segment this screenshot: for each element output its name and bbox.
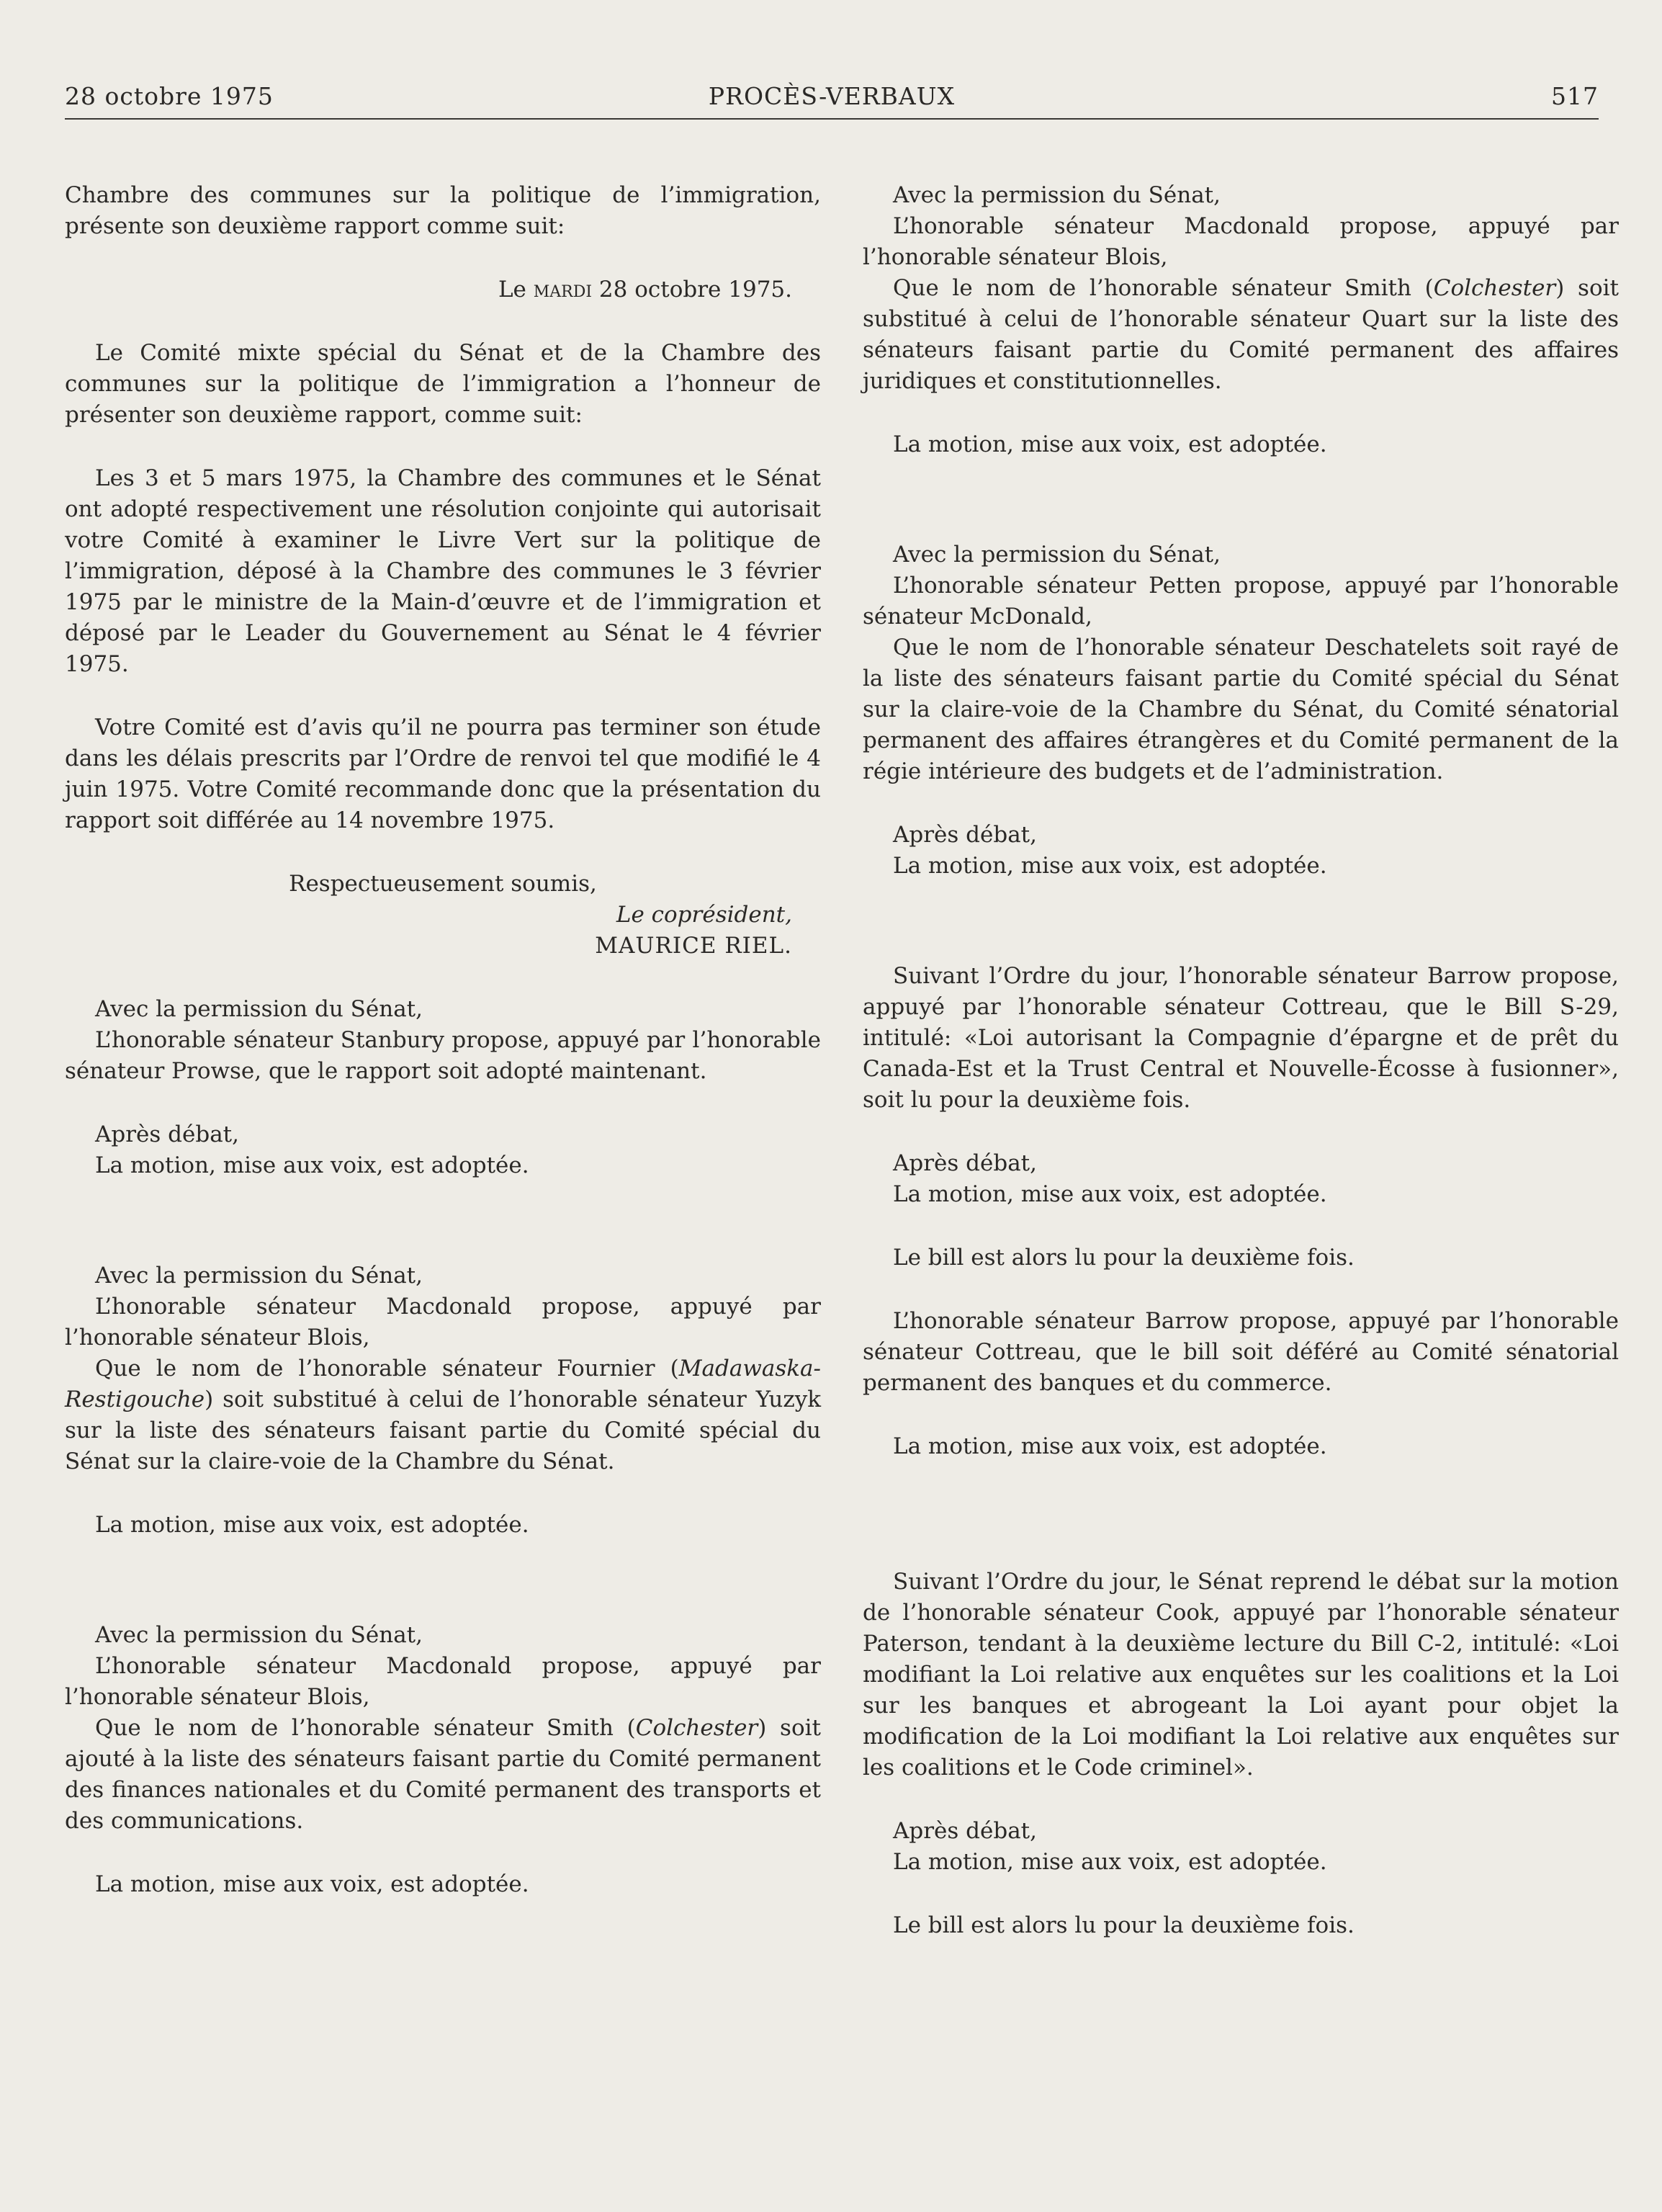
motion-2-text: L’honorable sénateur Macdonald propose, appuyé par l’honorable sénateur Blois, bbox=[65, 1294, 821, 1351]
header-date: 28 octobre 1975 bbox=[65, 82, 274, 110]
motion-4-text: L’honorable sénateur Macdonald propose, appuyé par l’honorable sénateur Blois, bbox=[863, 213, 1619, 270]
page-header bbox=[65, 82, 1599, 118]
bill-s29-second-reading: Le bill est alors lu pour la deuxième fois. bbox=[893, 1245, 1355, 1271]
motion-4-result: La motion, mise aux voix, est adoptée. bbox=[893, 431, 1327, 457]
motion-4-permission: Avec la permission du Sénat, bbox=[893, 182, 1221, 208]
motion-3-resolution: Que le nom de l’honorable sénateur Smith (Colchester) soit ajouté à la liste des sénateurs faisant partie du Comité permanent des finances nationales et du Comité permanent des transports et des communications. bbox=[65, 1715, 821, 1834]
motion-1-text: L’honorable sénateur Stanbury propose, appuyé par l’honorable sénateur Prowse, que le rapport soit adopté maintenant. bbox=[65, 1027, 821, 1084]
report-date: Le mardi 28 octobre 1975. bbox=[498, 277, 792, 303]
motion-3-text: L’honorable sénateur Macdonald propose, appuyé par l’honorable sénateur Blois, bbox=[65, 1653, 821, 1710]
motion-5-resolution: Que le nom de l’honorable sénateur Deschatelets soit rayé de la liste des sénateurs faisant partie du Comité spécial du Sénat sur la claire-voie de la Chambre du Sénat, du Comité sénatorial permanent des affaires étrangères et du Comité permanent de la régie intérieure des budgets et de l’administration. bbox=[863, 635, 1619, 784]
motion-5-text: L’honorable sénateur Petten propose, appuyé par l’honorable sénateur McDonald, bbox=[863, 573, 1619, 630]
bill-s29-referral: L’honorable sénateur Barrow propose, appuyé par l’honorable sénateur Cottreau, que le bill soit déféré au Comité sénatorial permanent des banques et du commerce. bbox=[863, 1308, 1619, 1396]
motion-2-result: La motion, mise aux voix, est adoptée. bbox=[95, 1512, 529, 1538]
bill-s29-referral-result: La motion, mise aux voix, est adoptée. bbox=[893, 1433, 1327, 1459]
motion-5-result: La motion, mise aux voix, est adoptée. bbox=[893, 853, 1327, 879]
motion-2-resolution: Que le nom de l’honorable sénateur Fournier (Madawaska-Restigouche) soit substitué à celui de l’honorable sénateur Yuzyk sur la liste des sénateurs faisant partie du Comité spécial du Sénat sur la claire-voie de la Chambre du Sénat. bbox=[65, 1356, 821, 1474]
bill-s29-debate: Après débat, bbox=[893, 1150, 1037, 1176]
report-paragraph-2: Les 3 et 5 mars 1975, la Chambre des communes et le Sénat ont adopté respectivement une résolution conjointe qui autorisait votre Comité à examiner le Livre Vert sur la politique de l’immigration, déposé à la Chambre des communes le 3 février 1975 par le ministre de la Main-d’œuvre et de l’immigration et déposé par le Leader du Gouvernement au Sénat le 4 février 1975. bbox=[65, 465, 821, 677]
report-paragraph-3: Votre Comité est d’avis qu’il ne pourra pas terminer son étude dans les délais prescrits par l’Ordre de renvoi tel que modifié le 4 juin 1975. Votre Comité recommande donc que la présentation du rapport soit différée au 14 novembre 1975. bbox=[65, 715, 821, 833]
signature-role: Le coprésident, bbox=[616, 902, 792, 928]
bill-c2-second-reading: Le bill est alors lu pour la deuxième fois. bbox=[893, 1912, 1355, 1938]
bill-c2-result: La motion, mise aux voix, est adoptée. bbox=[893, 1849, 1327, 1875]
report-paragraph-1: Le Comité mixte spécial du Sénat et de la Chambre des communes sur la politique de l’immigration a l’honneur de présenter son deuxième rapport, comme suit: bbox=[65, 340, 821, 428]
motion-1-result: La motion, mise aux voix, est adoptée. bbox=[95, 1152, 529, 1178]
motion-5-debate: Après débat, bbox=[893, 822, 1037, 848]
bill-s29-motion: Suivant l’Ordre du jour, l’honorable sénateur Barrow propose, appuyé par l’honorable sénateur Cottreau, que le Bill S-29, intitulé: «Loi autorisant la Compagnie d’épargne et de prêt du Canada-Est et la Trust Central et Nouvelle-Écosse à fusionner», soit lu pour la deuxième fois. bbox=[863, 963, 1619, 1113]
motion-1-debate: Après débat, bbox=[95, 1121, 239, 1147]
motion-4-resolution: Que le nom de l’honorable sénateur Smith (Colchester) soit substitué à celui de l’honorable sénateur Quart sur la liste des sénateurs faisant partie du Comité permanent des affaires juridiques et constitutionnelles. bbox=[863, 275, 1619, 394]
bill-c2-debate: Suivant l’Ordre du jour, le Sénat reprend le débat sur la motion de l’honorable sénateur Cook, appuyé par l’honorable sénateur Paterson, tendant à la deuxième lecture du Bill C-2, intitulé: «Loi modifiant la Loi relative aux enquêtes sur les coalitions et la Loi sur les banques et abrogeant la Loi ayant pour objet la modification de la Loi modifiant la Loi relative aux enquêtes sur les coalitions et le Code criminel». bbox=[863, 1569, 1619, 1781]
right-column bbox=[863, 180, 1619, 1941]
signature-intro: Respectueusement soumis, bbox=[289, 871, 597, 897]
motion-5-permission: Avec la permission du Sénat, bbox=[893, 542, 1221, 568]
motion-1-permission: Avec la permission du Sénat, bbox=[95, 996, 423, 1022]
motion-3-permission: Avec la permission du Sénat, bbox=[95, 1622, 423, 1648]
header-rule bbox=[65, 118, 1599, 120]
report-intro: Chambre des communes sur la politique de l’immigration, présente son deuxième rapport comme suit: bbox=[65, 182, 821, 239]
header-title: PROCÈS-VERBAUX bbox=[708, 82, 956, 110]
motion-2-permission: Avec la permission du Sénat, bbox=[95, 1263, 423, 1289]
bill-c2-after-debate: Après débat, bbox=[893, 1818, 1037, 1844]
signature-name: MAURICE RIEL. bbox=[595, 933, 792, 959]
page-number: 517 bbox=[1551, 82, 1599, 110]
motion-3-result: La motion, mise aux voix, est adoptée. bbox=[95, 1871, 529, 1897]
bill-s29-result: La motion, mise aux voix, est adoptée. bbox=[893, 1181, 1327, 1207]
left-column bbox=[65, 180, 821, 1900]
